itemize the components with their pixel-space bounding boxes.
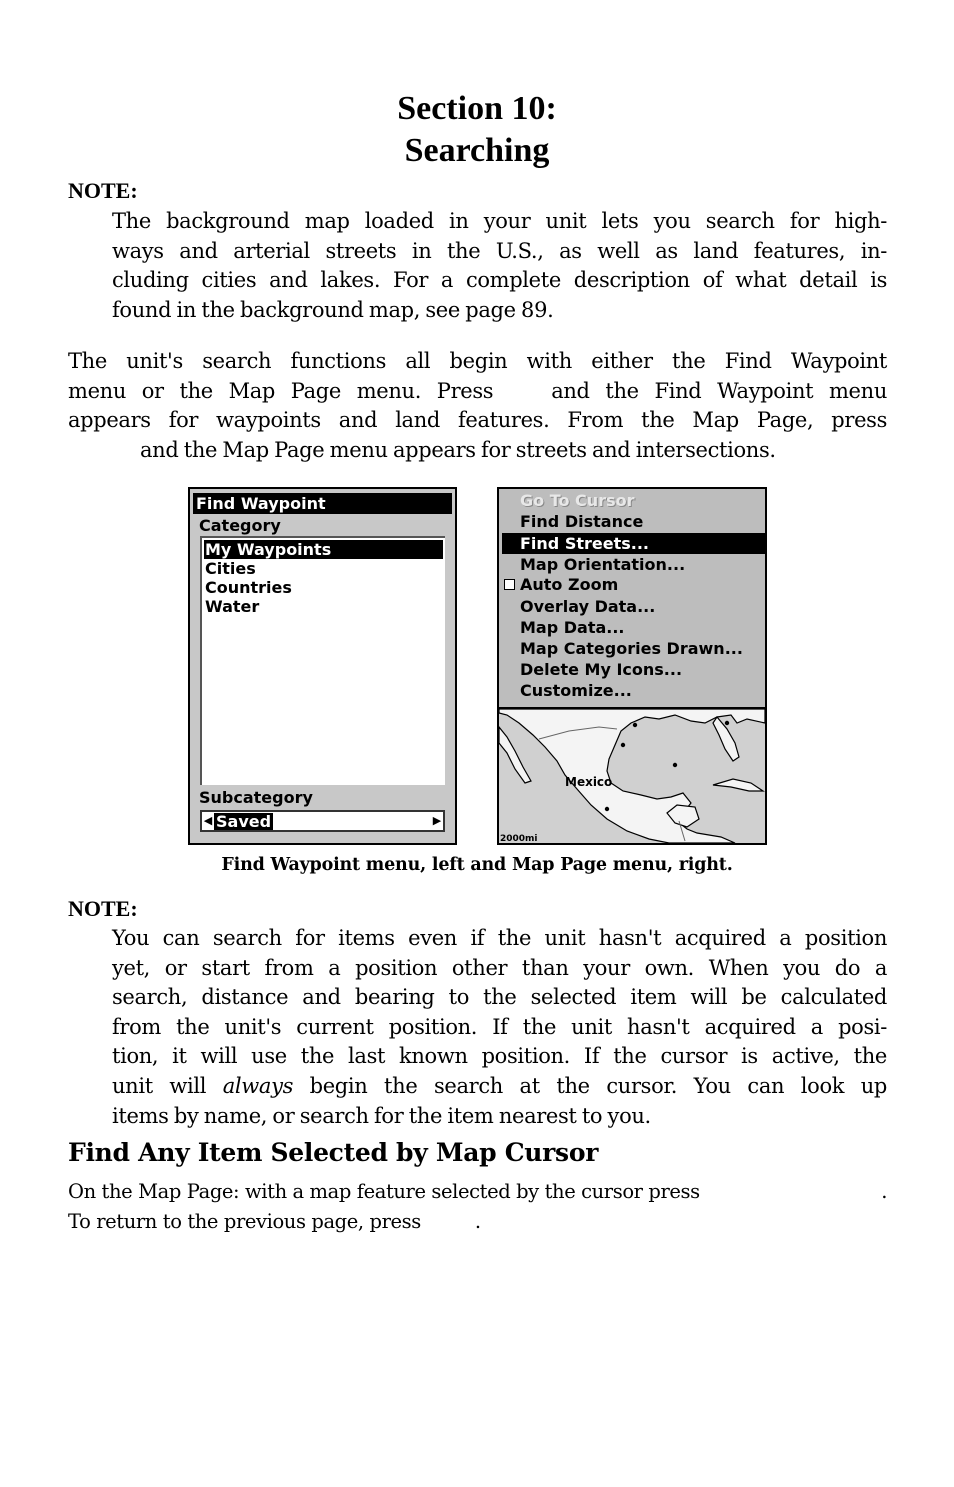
subcategory-label: Subcategory bbox=[199, 788, 313, 807]
category-item-countries[interactable]: Countries bbox=[205, 578, 292, 597]
menu-item-find-distance[interactable]: Find Distance bbox=[520, 512, 644, 531]
map-page-screen bbox=[497, 487, 767, 845]
find-waypoint-title: Find Waypoint bbox=[193, 493, 452, 514]
intro-line: The unit's search functions all begin with either the Find Waypoint bbox=[68, 349, 887, 373]
menu-item-delete-my-icons[interactable]: Delete My Icons... bbox=[520, 660, 683, 679]
intro-line2-start: menu or the Map Page menu. Press bbox=[68, 378, 494, 403]
category-list bbox=[200, 536, 445, 785]
note-line: The background map loaded in your unit lets you search for high- bbox=[112, 209, 887, 233]
note2-line: yet, or start from a position other than your own. When you do a bbox=[112, 955, 887, 980]
map-page-menu bbox=[499, 489, 765, 709]
category-label: Category bbox=[199, 516, 281, 535]
note2-emphasis: always bbox=[222, 1073, 294, 1098]
find-waypoint-screen bbox=[188, 487, 457, 845]
section-line2-text: To return to the previous page, press bbox=[68, 1209, 421, 1233]
menu-item-customize[interactable]: Customize... bbox=[520, 681, 632, 700]
section-paragraph bbox=[68, 1177, 887, 1236]
note2-line6-start: unit will bbox=[112, 1073, 207, 1098]
intro-paragraph bbox=[68, 347, 887, 465]
note-label: NOTE: bbox=[68, 178, 138, 203]
page-title bbox=[0, 88, 954, 172]
map-label-mexico: Mexico bbox=[565, 775, 613, 789]
arrow-left-icon[interactable]: ◀ bbox=[203, 814, 213, 827]
note2-line: tion, it will use the last known position. If the cursor is active, the bbox=[112, 1044, 887, 1069]
section-line bbox=[68, 1207, 887, 1237]
category-item-my-waypoints[interactable]: My Waypoints bbox=[204, 540, 443, 559]
subcategory-selector[interactable] bbox=[200, 810, 445, 832]
note2-line6-end: begin the search at the cursor. You can look up bbox=[309, 1073, 887, 1098]
section-heading: Find Any Item Selected by Map Cursor bbox=[68, 1138, 599, 1167]
intro-line bbox=[68, 377, 887, 407]
note2-line: search, distance and bearing to the selected item will be calculated bbox=[112, 985, 887, 1010]
auto-zoom-checkbox[interactable] bbox=[504, 579, 515, 590]
intro-line: and the Map Page menu appears for streets and intersections. bbox=[140, 437, 776, 462]
note-line: found in the background map, see page 89. bbox=[112, 297, 554, 322]
note2-line: You can search for items even if the unit hasn't acquired a position bbox=[112, 926, 887, 950]
page-title-line2: Searching bbox=[404, 132, 550, 169]
menu-item-map-categories-drawn[interactable]: Map Categories Drawn... bbox=[520, 639, 743, 658]
section-line1-end: . bbox=[881, 1180, 887, 1203]
page-title-line1: Section 10: bbox=[397, 90, 557, 127]
note2-line: from the unit's current position. If the unit hasn't acquired a posi- bbox=[112, 1014, 887, 1039]
note2-line bbox=[112, 1072, 887, 1102]
menu-item-map-orientation[interactable]: Map Orientation... bbox=[520, 555, 686, 574]
note2-line: items by name, or search for the item nearest to you. bbox=[112, 1103, 651, 1128]
section-line1-text: On the Map Page: with a map feature selected by the cursor press bbox=[68, 1180, 700, 1203]
note-line: ways and arterial streets in the U.S., as well as land features, in- bbox=[112, 238, 887, 263]
section-line2-end: . bbox=[474, 1209, 481, 1233]
intro-line2-end: and the Find Waypoint menu bbox=[551, 378, 887, 403]
arrow-right-icon[interactable]: ▶ bbox=[432, 814, 442, 827]
map-view[interactable] bbox=[499, 709, 765, 843]
note-label-2: NOTE: bbox=[68, 896, 138, 921]
menu-item-find-streets[interactable]: Find Streets... bbox=[502, 533, 765, 554]
intro-line: appears for waypoints and land features. From the Map Page, press bbox=[68, 408, 887, 433]
menu-item-go-to-cursor[interactable]: Go To Cursor bbox=[520, 491, 635, 510]
figure-caption: Find Waypoint menu, left and Map Page menu, right. bbox=[221, 855, 733, 875]
menu-item-overlay-data[interactable]: Overlay Data... bbox=[520, 597, 656, 616]
section-line bbox=[68, 1177, 887, 1207]
category-item-water[interactable]: Water bbox=[205, 597, 260, 616]
map-scale-label: 2000mi bbox=[500, 834, 538, 843]
note-line: cluding cities and lakes. For a complete description of what detail is bbox=[112, 268, 887, 293]
category-item-cities[interactable]: Cities bbox=[205, 559, 256, 578]
menu-item-auto-zoom[interactable]: Auto Zoom bbox=[520, 575, 619, 594]
menu-item-map-data[interactable]: Map Data... bbox=[520, 618, 625, 637]
note-body-2 bbox=[112, 924, 887, 1131]
note-body bbox=[112, 207, 887, 325]
subcategory-value: Saved bbox=[216, 812, 272, 831]
